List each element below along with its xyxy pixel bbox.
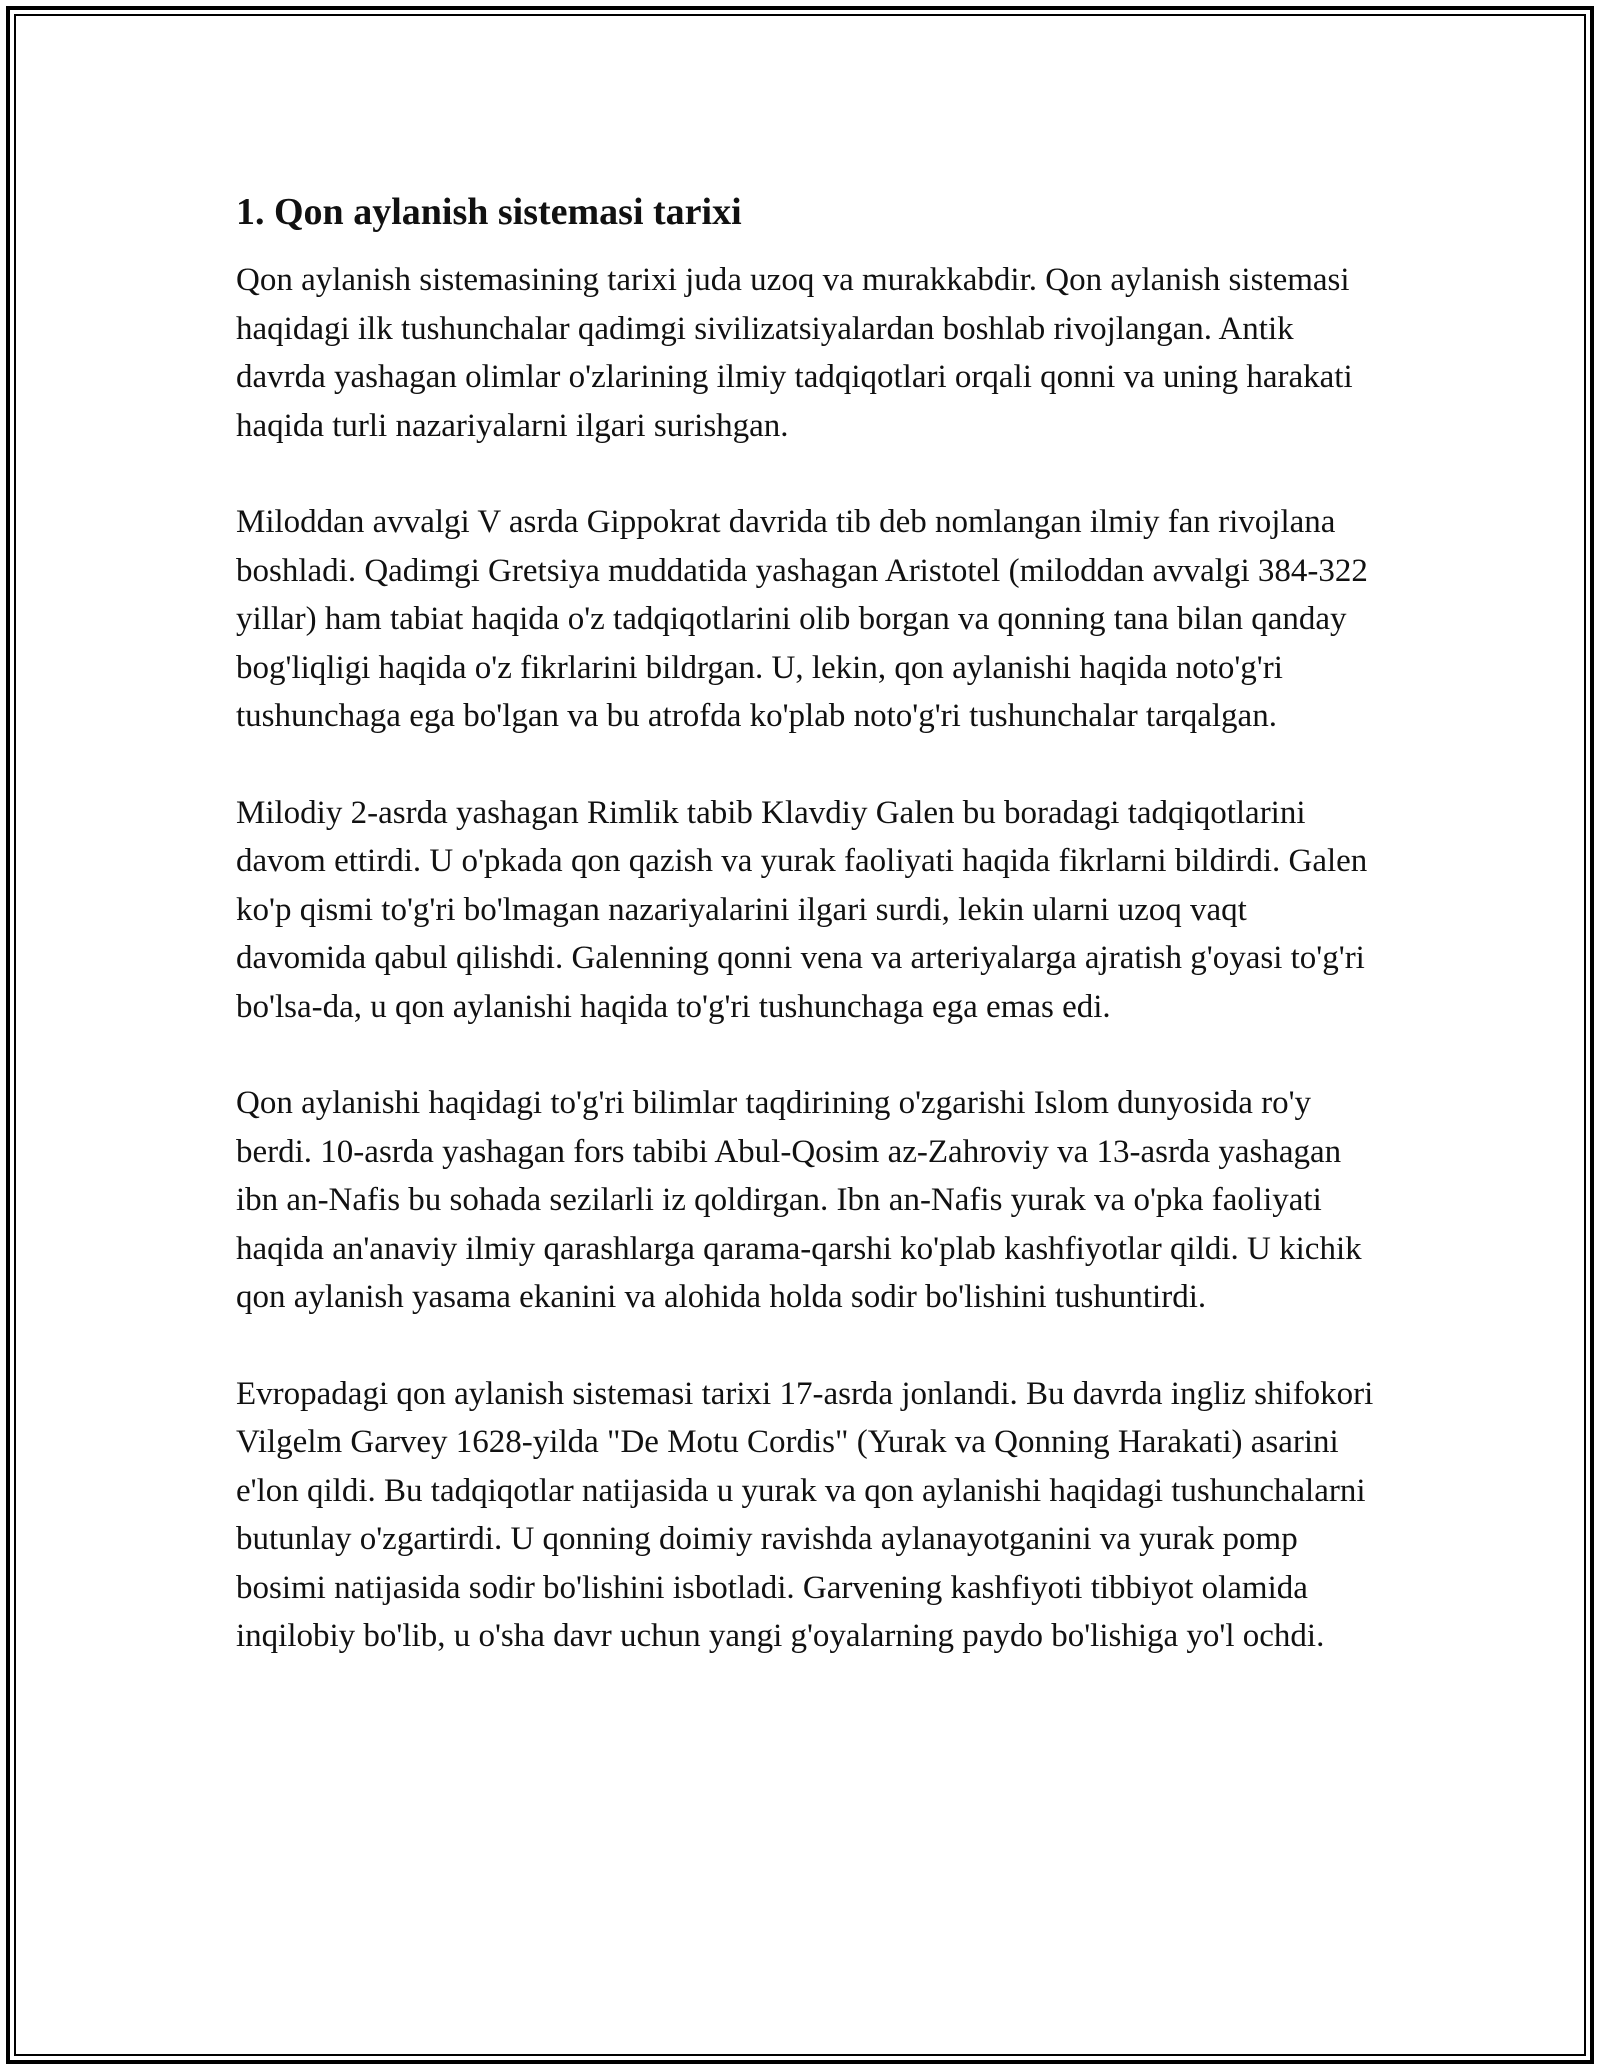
paragraph-5: Evropadagi qon aylanish sistemasi tarixi 17-asrda jonlandi. Bu davrda ingliz shifokori Vilgelm Garvey 1628-yilda "De Motu Cordis" (Yurak va Qonning Harakati) asarini e'lon qildi. Bu tadqiqotlar natijasida u yurak va qon aylanishi haqidagi tushunchalarni butunlay o'zgartirdi. U qonning doimiy ravishda aylanayotganini va yurak pomp bosimi natijasida sodir bo'lishini isbotladi. Garvening kashfiyoti tibbiyot olamida inqilobiy bo'lib, u o'sha davr uchun yangi g'oyalarning paydo bo'lishiga yo'l ochdi. (236, 1375, 1374, 1654)
paragraph-3: Milodiy 2-asrda yashagan Rimlik tabib Klavdiy Galen bu boradagi tadqiqotlarini davom ettirdi. U o'pkada qon qazish va yurak faoliyati haqida fikrlarni bildirdi. Galen ko'p qismi to'g'ri bo'lmagan nazariyalarini ilgari surdi, lekin ularni uzoq vaqt davomida qabul qilishdi. Galenning qonni vena va arteriyalarga ajratish g'oyasi to'g'ri bo'lsa-da, u qon aylanishi haqida to'g'ri tushunchaga ega emas edi. (236, 794, 1368, 1025)
paragraph-1: Qon aylanish sistemasining tarixi juda uzoq va murakkabdir. Qon aylanish sistemasi haqidagi ilk tushunchalar qadimgi sivilizatsiyalardan boshlab rivojlangan. Antik davrda yashagan olimlar o'zlarining ilmiy tadqiqotlari orqali qonni va uning harakati haqida turli nazariyalarni ilgari surishgan. (236, 262, 1353, 444)
paragraph-4: Qon aylanishi haqidagi to'g'ri bilimlar taqdirining o'zgarishi Islom dunyosida ro'y berdi. 10-asrda yashagan fors tabibi Abul-Qosim az-Zahroviy va 13-asrda yashagan ibn an-Nafis bu sohada sezilarli iz qoldirgan. Ibn an-Nafis yurak va o'pka faoliyati haqida an'anaviy ilmiy qarashlarga qarama-qarshi ko'plab kashfiyotlar qildi. U kichik qon aylanish yasama ekanini va alohida holda sodir bo'lishini tushuntirdi. (236, 1085, 1362, 1315)
document-body (236, 188, 1376, 1709)
paragraph-2: Miloddan avvalgi V asrda Gippokrat davrida tib deb nomlangan ilmiy fan rivojlana boshladi. Qadimgi Gretsiya muddatida yashagan Aristotel (miloddan avvalgi 384-322 yillar) ham tabiat haqida o'z tadqiqotlarini olib borgan va qonning tana bilan qanday bog'liqligi haqida o'z fikrlarini bildrgan. U, lekin, qon aylanishi haqida noto'g'ri tushunchaga ega bo'lgan va bu atrofda ko'plab noto'g'ri tushunchalar tarqalgan. (236, 504, 1368, 734)
section-heading: 1. Qon aylanish sistemasi tarixi (236, 191, 742, 233)
